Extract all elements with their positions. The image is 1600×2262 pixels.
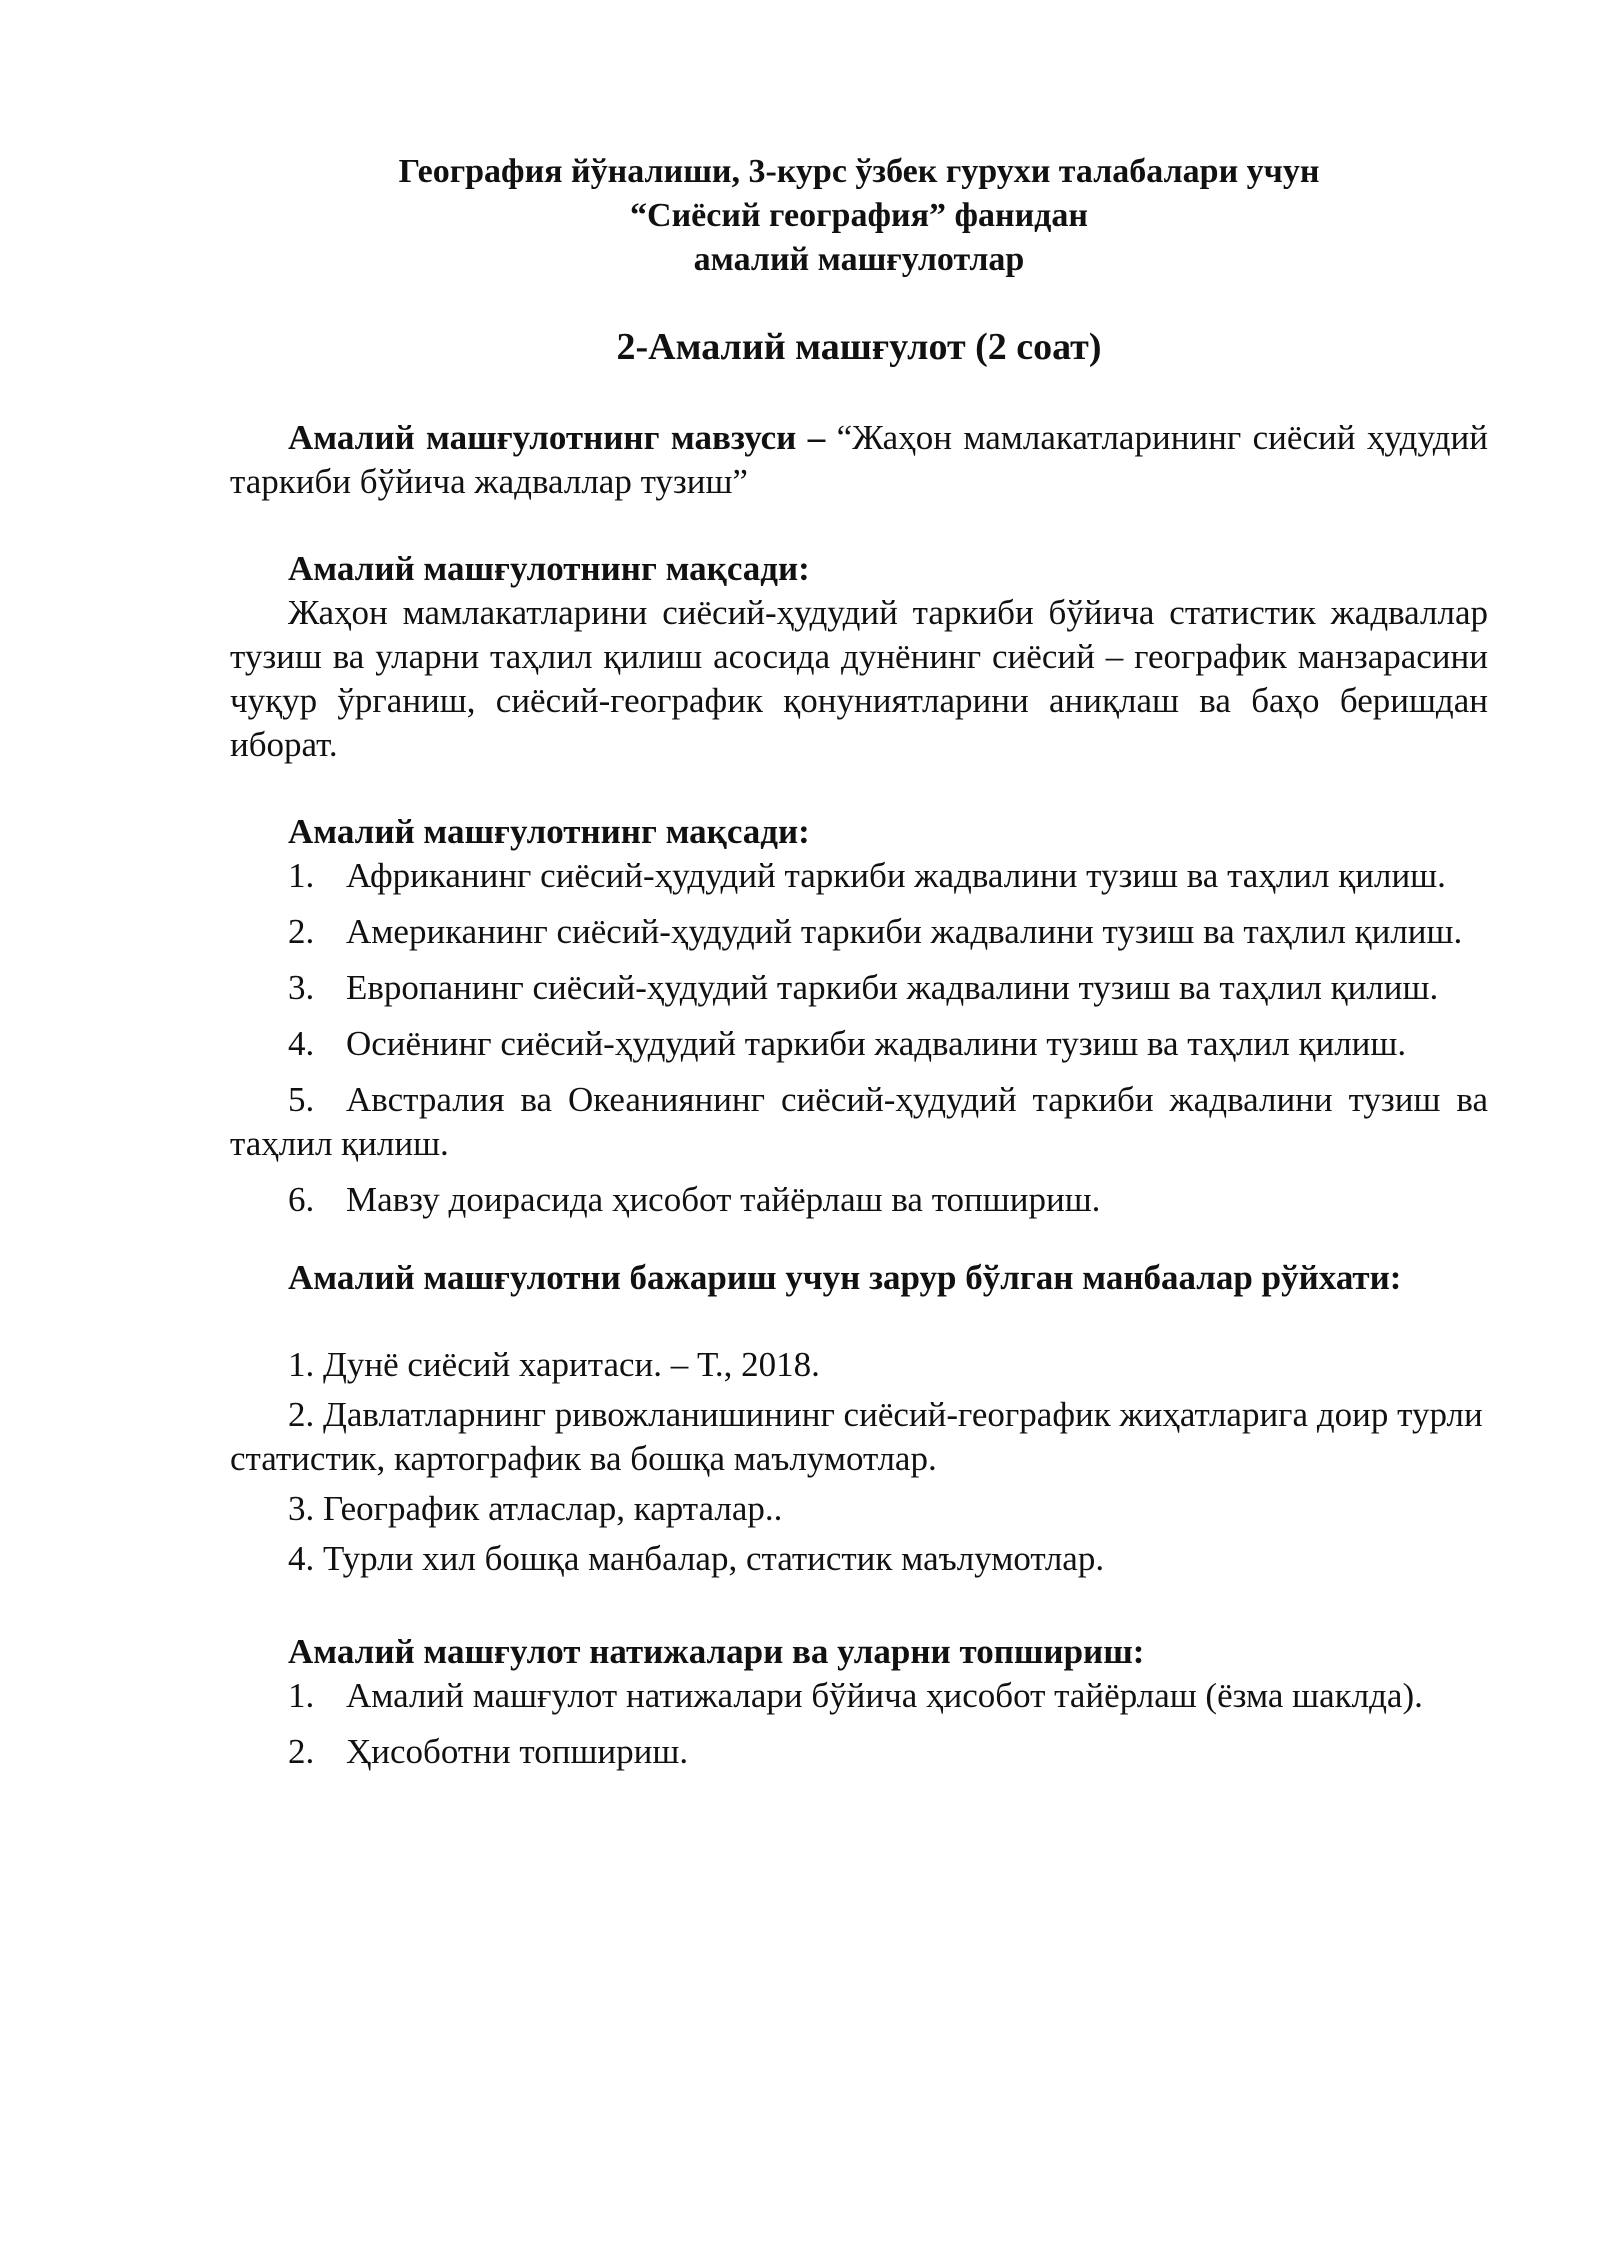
source-item: 4. Турли хил бошқа манбалар, статистик маълумотлар. — [288, 1539, 1105, 1578]
list-item-number: 6. — [288, 1180, 315, 1219]
topic-text: “Жаҳон мамлакатларининг сиёсий ҳудудий таркиби бўйича жадваллар тузиш” — [230, 418, 1489, 501]
sources-list — [230, 1343, 1488, 1581]
source-item: 3. Географик атласлар, карталар.. — [288, 1489, 783, 1528]
list-item-text: Американинг сиёсий-ҳудудий таркиби жадвалини тузиш ва таҳлил қилиш. — [346, 912, 1463, 951]
list-item-text: Ҳисоботни топшириш. — [346, 1732, 689, 1771]
header-line-3: амалий машғулотлар — [693, 241, 1025, 278]
list-item — [230, 1022, 1488, 1066]
results-heading: Амалий машғулот натижалари ва уларни топшириш: — [288, 1632, 1145, 1671]
list-item-text: Амалий машғулот натижалари бўйича ҳисобот тайёрлаш (ёзма шаклда). — [346, 1676, 1423, 1715]
source-item: 1. Дунё сиёсий харитаси. – Т., 2018. — [288, 1345, 820, 1384]
list-item-text: Африканинг сиёсий-ҳудудий таркиби жадвалини тузиш ва таҳлил қилиш. — [346, 856, 1446, 895]
list-item-number: 2. — [288, 1732, 315, 1771]
document-header — [230, 150, 1488, 282]
list-item-text: Европанинг сиёсий-ҳудудий таркиби жадвалини тузиш ва таҳлил қилиш. — [346, 968, 1439, 1007]
list-item-number: 2. — [288, 912, 315, 951]
header-line-1: География йўналиши, 3-курс ўзбек гурухи талабалари учун — [398, 153, 1320, 190]
list-item — [230, 1674, 1488, 1718]
tasks-list — [230, 854, 1488, 1222]
list-item-number: 3. — [288, 968, 315, 1007]
list-item — [230, 1078, 1488, 1166]
goal-heading: Амалий машғулотнинг мақсади: — [288, 549, 810, 588]
topic-label: Амалий машғулотнинг мавзуси – — [288, 418, 826, 457]
document-page — [230, 150, 1488, 1786]
list-item — [230, 1178, 1488, 1222]
list-item-number: 4. — [288, 1024, 315, 1063]
list-item — [230, 1730, 1488, 1774]
topic-paragraph — [230, 416, 1488, 504]
list-item-text: Мавзу доирасида ҳисобот тайёрлаш ва топшириш. — [346, 1180, 1101, 1219]
sources-heading: Амалий машғулотни бажариш учун зарур бўлган манбаалар рўйхати: — [288, 1258, 1402, 1297]
header-line-2: “Сиёсий география” фанидан — [630, 197, 1088, 234]
list-item-number: 5. — [288, 1080, 315, 1119]
results-list — [230, 1674, 1488, 1774]
list-item-number: 1. — [288, 1676, 315, 1715]
list-item — [230, 966, 1488, 1010]
list-item-text: Осиёнинг сиёсий-ҳудудий таркиби жадвалини тузиш ва таҳлил қилиш. — [346, 1024, 1407, 1063]
lesson-title: 2-Амалий машғулот (2 соат) — [616, 326, 1102, 368]
list-item-number: 1. — [288, 856, 315, 895]
list-item-text: Австралия ва Океаниянинг сиёсий-ҳудудий таркиби жадвалини тузиш ва таҳлил қилиш. — [230, 1080, 1488, 1163]
tasks-heading: Амалий машғулотнинг мақсади: — [288, 812, 810, 851]
list-item — [230, 854, 1488, 898]
goal-text: Жаҳон мамлакатларини сиёсий-ҳудудий таркиби бўйича статистик жадваллар тузиш ва уларни таҳлил қилиш асосида дунёнинг сиёсий – географик манзарасини чуқур ўрганиш, сиёсий-географик қонуниятларини аниқлаш ва баҳо беришдан иборат. — [230, 593, 1488, 764]
source-item: 2. Давлатларнинг ривожланишининг сиёсий-географик жиҳатларига доир турли статистик, картографик ва бошқа маълумотлар. — [230, 1395, 1483, 1478]
list-item — [230, 910, 1488, 954]
